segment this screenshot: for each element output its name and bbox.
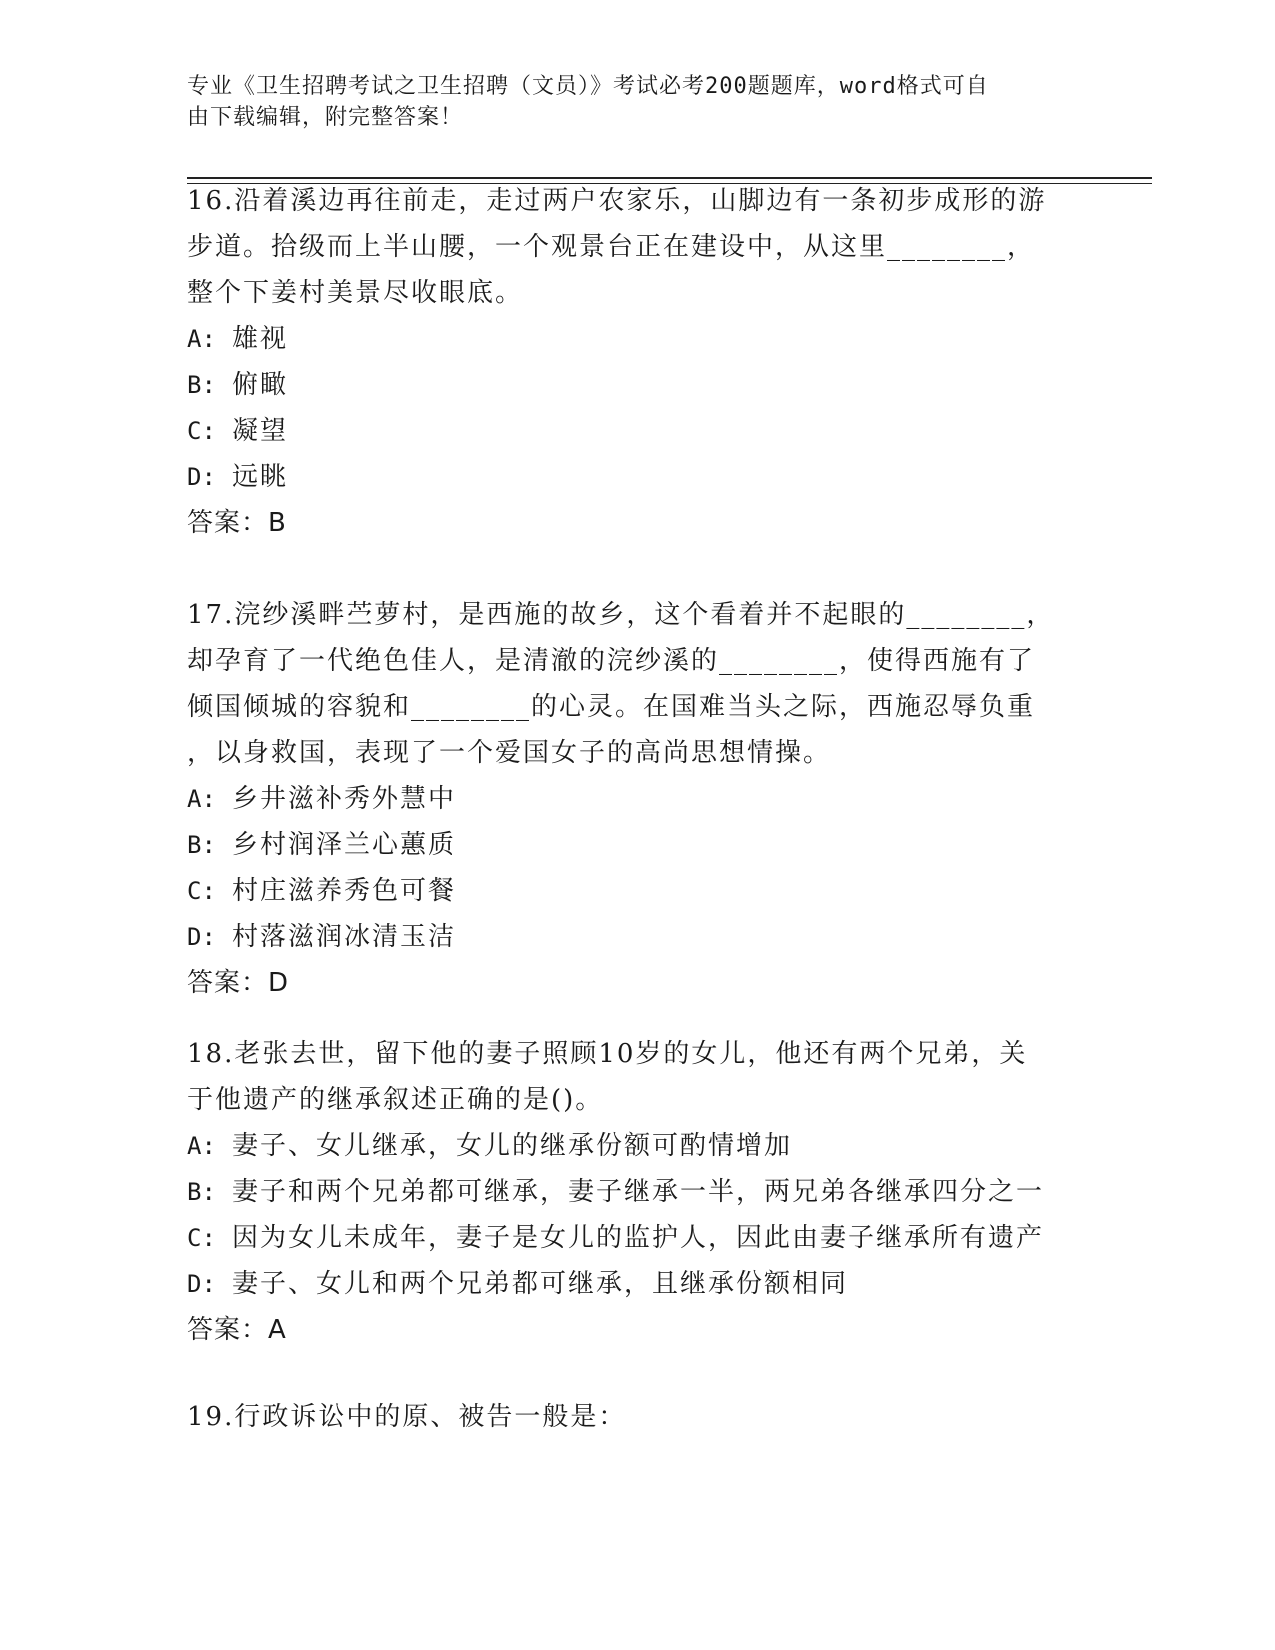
option-d xyxy=(187,454,1087,500)
question-16 xyxy=(187,178,1087,546)
option-label: B: xyxy=(187,1178,216,1206)
option-label: C: xyxy=(187,1224,216,1252)
option-text: 村落滋润冰清玉洁 xyxy=(232,922,457,952)
option-label: D: xyxy=(187,1270,216,1298)
option-b xyxy=(187,1169,1087,1215)
option-d xyxy=(187,1261,1087,1307)
option-label: B: xyxy=(187,831,216,859)
question-stem-line: 于他遗产的继承叙述正确的是()。 xyxy=(187,1085,604,1115)
question-stem-line: ，以身救国，表现了一个爱国女子的高尚思想情操。 xyxy=(187,738,832,768)
question-18 xyxy=(187,1031,1087,1353)
question-stem-line: 17.浣纱溪畔苎萝村，是西施的故乡，这个看着并不起眼的________， xyxy=(187,600,1055,630)
question-19 xyxy=(187,1394,1087,1440)
option-text: 凝望 xyxy=(232,416,289,446)
option-text: 因为女儿未成年，妻子是女儿的监护人，因此由妻子继承所有遗产 xyxy=(232,1223,1045,1253)
question-17 xyxy=(187,592,1087,1006)
option-c xyxy=(187,1215,1087,1261)
option-text: 村庄滋养秀色可餐 xyxy=(232,876,457,906)
answer: 答案：A xyxy=(187,1315,287,1345)
answer: 答案：B xyxy=(187,508,287,538)
option-d xyxy=(187,914,1087,960)
option-label: C: xyxy=(187,417,216,445)
question-stem-line: 倾国倾城的容貌和________的心灵。在国难当头之际，西施忍辱负重 xyxy=(187,692,1036,722)
option-a xyxy=(187,1123,1087,1169)
question-stem-line: 却孕育了一代绝色佳人，是清澈的浣纱溪的________，使得西施有了 xyxy=(187,646,1036,676)
option-label: C: xyxy=(187,877,216,905)
option-text: 妻子和两个兄弟都可继承，妻子继承一半，两兄弟各继承四分之一 xyxy=(232,1177,1045,1207)
option-a xyxy=(187,776,1087,822)
option-label: A: xyxy=(187,785,216,813)
header-line-1: 专业《卫生招聘考试之卫生招聘（文员）》考试必考200题题库，word格式可自 xyxy=(187,74,989,99)
option-label: A: xyxy=(187,1132,216,1160)
option-label: D: xyxy=(187,923,216,951)
document-header xyxy=(187,71,1067,133)
question-stem-line: 步道。拾级而上半山腰，一个观景台正在建设中，从这里________， xyxy=(187,232,1036,262)
option-text: 俯瞰 xyxy=(232,370,289,400)
question-stem-line: 18.老张去世，留下他的妻子照顾10岁的女儿，他还有两个兄弟，关 xyxy=(187,1039,1028,1069)
option-b xyxy=(187,822,1087,868)
question-stem-line: 19.行政诉讼中的原、被告一般是： xyxy=(187,1402,627,1432)
option-text: 乡井滋补秀外慧中 xyxy=(232,784,457,814)
option-c xyxy=(187,408,1087,454)
option-text: 远眺 xyxy=(232,462,289,492)
option-label: A: xyxy=(187,325,216,353)
question-stem-line: 整个下姜村美景尽收眼底。 xyxy=(187,278,524,308)
option-c xyxy=(187,868,1087,914)
option-text: 雄视 xyxy=(232,324,289,354)
option-text: 乡村润泽兰心蕙质 xyxy=(232,830,457,860)
option-b xyxy=(187,362,1087,408)
question-stem-line: 16.沿着溪边再往前走，走过两户农家乐，山脚边有一条初步成形的游 xyxy=(187,186,1047,216)
answer: 答案：D xyxy=(187,968,290,998)
option-a xyxy=(187,316,1087,362)
option-text: 妻子、女儿和两个兄弟都可继承，且继承份额相同 xyxy=(232,1269,849,1299)
option-label: B: xyxy=(187,371,216,399)
header-line-2: 由下载编辑，附完整答案！ xyxy=(187,105,464,130)
option-label: D: xyxy=(187,463,216,491)
option-text: 妻子、女儿继承，女儿的继承份额可酌情增加 xyxy=(232,1131,793,1161)
